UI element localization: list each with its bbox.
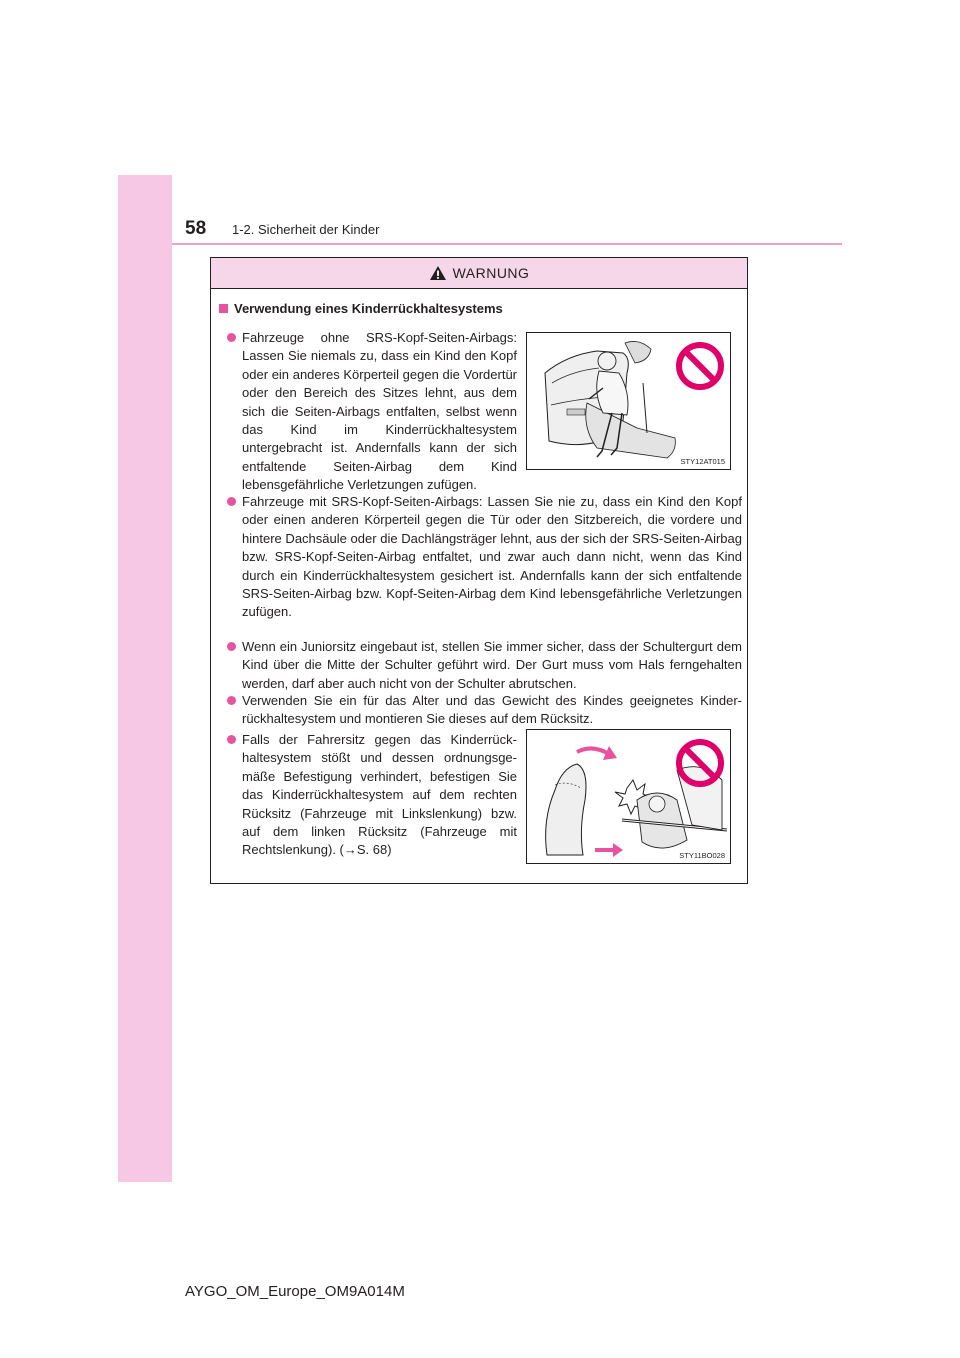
figure-driver-seat bbox=[526, 729, 731, 864]
bullet-text: Wenn ein Juniorsitz eingebaut ist, stellen Sie immer sicher, dass der Schultergurt dem Kind über die Mitte der Schulter geführt wird. Der Gurt muss vom Hals ferngehalten werden, darf aber auch nicht von der Schulter abrutschen. bbox=[242, 639, 742, 691]
round-bullet-icon bbox=[227, 735, 236, 744]
warning-header bbox=[211, 258, 747, 289]
prohibited-sign-icon bbox=[675, 341, 725, 391]
side-thumb-band bbox=[118, 175, 172, 1182]
warning-title: WARNUNG bbox=[452, 265, 530, 281]
bullet-item bbox=[242, 493, 742, 622]
prohibited-sign-icon bbox=[675, 738, 725, 788]
round-bullet-icon bbox=[227, 642, 236, 651]
page-number: 58 bbox=[185, 218, 207, 239]
round-bullet-icon bbox=[227, 497, 236, 506]
section-title: 1-2. Sicherheit der Kinder bbox=[232, 222, 380, 237]
bullet-text: Falls der Fahrersitz gegen das Kinderrückhaltesystem stößt und dessen ordnungsgemäße Befestigung verhindert, befestigen Sie das Kinderrückhaltesystem auf dem rechten Rücksitz (Fahrzeuge mit Linkslenkung) bzw. auf dem linken Rücksitz (Fahrzeuge mit Rechtslenkung). (→S. 68) bbox=[242, 732, 517, 858]
bullet-item bbox=[242, 692, 742, 729]
subheading bbox=[219, 301, 503, 316]
bullet-item bbox=[242, 731, 517, 860]
round-bullet-icon bbox=[227, 333, 236, 342]
figure-code: STY11BO028 bbox=[679, 851, 725, 860]
bullet-item bbox=[242, 329, 517, 495]
warning-box bbox=[210, 257, 748, 884]
round-bullet-icon bbox=[227, 696, 236, 705]
figure-child-side-airbag bbox=[526, 332, 731, 470]
header-rule bbox=[172, 243, 842, 245]
bullet-text: Fahrzeuge ohne SRS-Kopf-Seiten-Airbags: Lassen Sie niemals zu, dass ein Kind den Kopf oder ein anderes Körperteil gegen die Vordertür oder den Bereich des Sitzes lehnt, aus dem sich die Seiten-Airbags entfalten, selbst wenn das Kind im Kinderrückhaltesystem untergebracht ist. Andernfalls kann der sich entfaltende Seiten-Airbag dem Kind lebensgefährliche Verletzungen zufügen. bbox=[242, 330, 517, 493]
subheading-text: Verwendung eines Kinderrückhaltesystems bbox=[234, 301, 503, 316]
bullet-text: Fahrzeuge mit SRS-Kopf-Seiten-Airbags: Lassen Sie nie zu, dass ein Kind den Kopf oder einen anderen Körperteil gegen die Tür oder den Sitzbereich, die vordere und hintere Dachsäule oder die Dachlängsträger lehnt, aus der sich der SRS-Seiten-Airbag bzw. SRS-Kopf-Seiten-Airbag entfaltet, und zwar auch dann nicht, wenn das Kind durch ein Kinderrückhaltesystem gesichert ist. Andernfalls kann der sich entfaltende SRS-Seiten-Airbag bzw. Kopf-Seiten-Airbag dem Kind lebensgefährliche Verletzungen zufügen. bbox=[242, 494, 742, 620]
warning-triangle-icon bbox=[429, 265, 447, 281]
document-id: AYGO_OM_Europe_OM9A014M bbox=[185, 1283, 405, 1300]
bullet-item bbox=[242, 638, 742, 693]
bullet-text: Verwenden Sie ein für das Alter und das Gewicht des Kindes geeignetes Kinderrückhaltesystem und montieren Sie dieses auf dem Rücksitz. bbox=[242, 693, 742, 727]
square-bullet-icon bbox=[219, 304, 228, 313]
figure-code: STY12AT015 bbox=[680, 457, 725, 466]
